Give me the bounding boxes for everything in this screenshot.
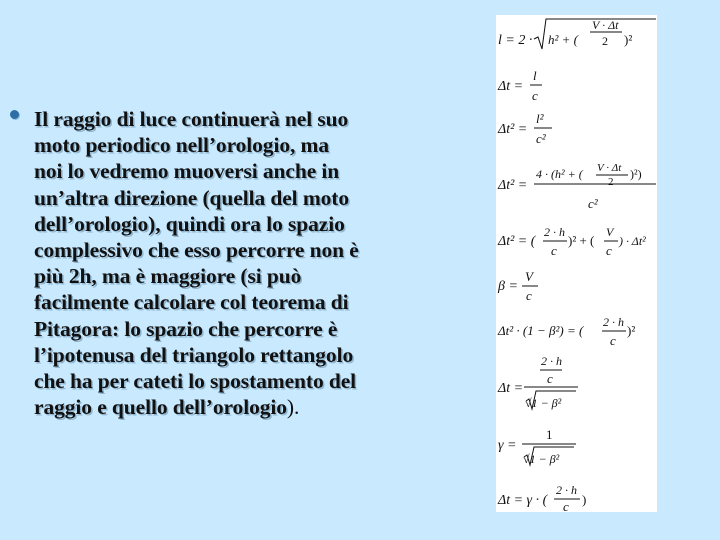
formula-10-den: c [563, 499, 569, 512]
formula-7-num: 2 · h [603, 315, 624, 329]
formula-5-end: ) · Δt² [619, 234, 646, 248]
formula-8-den: √1 − β² [525, 396, 562, 410]
formula-2-den: c [532, 88, 538, 103]
bullet-line-tail: ). [286, 395, 300, 420]
formula-8-lhs: Δt = [498, 381, 524, 396]
formula-4-num-d: )²) [630, 167, 642, 181]
bullet-line: moto periodico nell’orologio, ma [34, 133, 329, 158]
formula-5-lhs: Δt² = ( [498, 234, 536, 249]
formula-5-num1: 2 · h [544, 225, 565, 239]
formula-3-lhs: Δt² = [498, 122, 528, 137]
bullet-text [34, 106, 478, 420]
formula-7-end: )² [627, 323, 636, 338]
bullet-line: noi lo vedremo muoversi anche in [34, 159, 340, 184]
bullet-dot-icon [10, 110, 19, 119]
formula-9-num: 1 [546, 427, 553, 442]
formula-2-lhs: Δt = [498, 79, 524, 94]
bullet-line-text: raggio e quello dell’orologio [34, 395, 287, 420]
formula-panel [496, 15, 657, 512]
formula-3-den: c² [536, 131, 546, 146]
formula-9-den: √1 − β² [523, 452, 560, 466]
bullet-line: complessivo che esso percorre non è [34, 238, 359, 263]
bullet-line: che ha per cateti lo spostamento del [34, 369, 357, 394]
formula-4-num-a: 4 · (h² + ( [536, 167, 583, 181]
formula-4-num-c: 2 [608, 176, 614, 188]
formula-4-den: c² [588, 196, 598, 211]
bullet-line: un’altra direzione (quella del moto [34, 185, 350, 210]
formula-7-den: c [610, 333, 616, 348]
formula-10-num: 2 · h [556, 483, 577, 497]
formula-2-num: l [533, 68, 537, 83]
bullet-line: Pitagora: lo spazio che percorre è [34, 316, 338, 341]
formula-10-end: ) [582, 492, 587, 507]
bullet-line: Il raggio di luce continuerà nel suo [34, 107, 349, 131]
formula-1-lhs: l = 2 · [498, 33, 533, 48]
formula-1-inner: h² + ( [548, 32, 578, 47]
formula-svg [496, 15, 657, 512]
formula-10-lhs: Δt = γ · ( [498, 493, 548, 508]
formula-9-lhs: γ = [498, 438, 517, 453]
formula-6-num: V [525, 269, 533, 284]
formula-5-den1: c [551, 243, 557, 258]
formula-8-num-top: 2 · h [541, 354, 562, 368]
formula-5-num2: V [606, 225, 614, 239]
formula-5-mid: )² + ( [568, 233, 595, 248]
bullet-line: facilmente calcolare col teorema di [34, 290, 349, 315]
formula-4-num-b: V · Δt [597, 162, 622, 174]
bullet-line: dell’orologio), quindi ora lo spazio [34, 211, 345, 236]
formula-4-lhs: Δt² = [498, 178, 528, 193]
formula-6-lhs: β = [498, 279, 518, 294]
formula-1-den: 2 [602, 34, 608, 48]
formula-1-close: )² [624, 32, 633, 47]
formula-7-lhs: Δt² · (1 − β²) = ( [498, 323, 584, 338]
formula-8-num-bot: c [547, 371, 553, 386]
bullet-line: l’ipotenusa del triangolo rettangolo [34, 342, 354, 367]
formula-6-den: c [526, 288, 532, 303]
formula-5-den2: c [606, 243, 612, 258]
formula-3-num: l² [536, 111, 544, 126]
formula-1-num: V · Δt [592, 18, 619, 32]
bullet-line-last [34, 394, 478, 420]
bullet-line: più 2h, ma è maggiore (si può [34, 264, 302, 289]
